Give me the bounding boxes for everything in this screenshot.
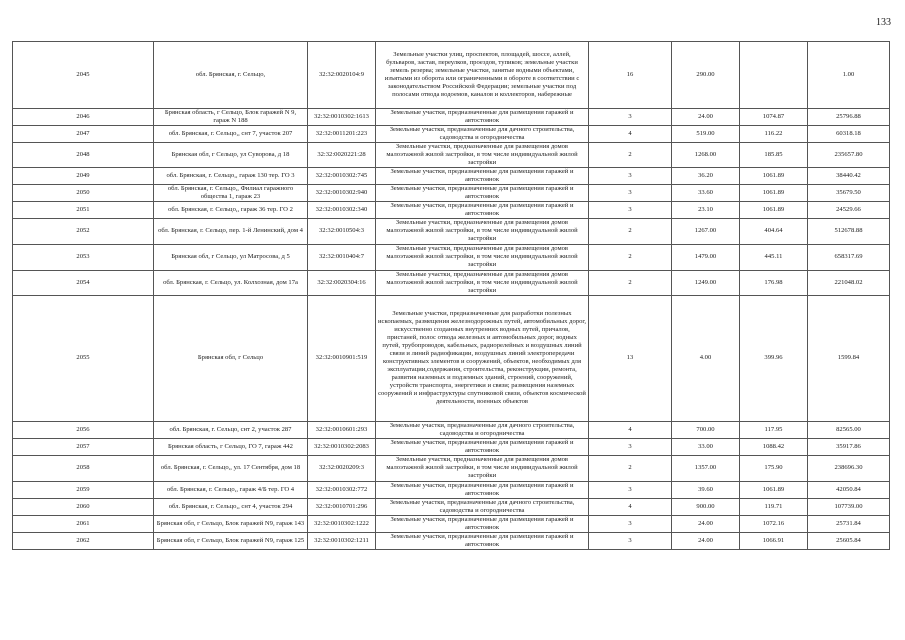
table-row — [13, 421, 890, 438]
group-cell: 13 — [589, 295, 672, 421]
cadastral-number-cell: 32:32:0020209:3 — [308, 455, 376, 481]
row-number: 2051 — [13, 202, 154, 219]
group-cell: 2 — [589, 455, 672, 481]
table-row — [13, 438, 890, 455]
cadastral-number-cell: 32:32:0011201:223 — [308, 126, 376, 143]
cadastral-value-cell: 82565.00 — [808, 421, 890, 438]
row-number: 2045 — [13, 42, 154, 109]
area-cell: 1268.00 — [672, 143, 740, 168]
cadastral-number-cell: 32:32:0010504:3 — [308, 219, 376, 244]
table-row — [13, 498, 890, 515]
rate-cell: 116.22 — [740, 126, 808, 143]
land-purpose-cell: Земельные участки, предназначенные для размещения домов малоэтажной жилой застройки, в том числе индивидуальной жилой застройки — [376, 244, 589, 270]
cadastral-value-cell: 238696.30 — [808, 455, 890, 481]
land-purpose-cell: Земельные участки, предназначенные для размещения гаражей и автостоянок — [376, 532, 589, 549]
table-row — [13, 143, 890, 168]
address-cell: обл. Брянская, г. Сельцо,, гараж 130 тер. ГО 3 — [154, 168, 308, 185]
address-cell: Брянская область, г Сельцо, ГО 7, гараж 442 — [154, 438, 308, 455]
cadastral-number-cell: 32:32:0010302:1613 — [308, 109, 376, 126]
cadastral-value-cell: 60318.18 — [808, 126, 890, 143]
area-cell: 1357.00 — [672, 455, 740, 481]
land-purpose-cell: Земельные участки, предназначенные для дачного строительства, садоводства и огородничества — [376, 126, 589, 143]
address-cell: обл. Брянская, г. Сельцо,, снт 7, участок 207 — [154, 126, 308, 143]
cadastral-number-cell: 32:32:0010302:1211 — [308, 532, 376, 549]
land-purpose-cell: Земельные участки, предназначенные для размещения домов малоэтажной жилой застройки, в том числе индивидуальной жилой застройки — [376, 455, 589, 481]
area-cell: 24.00 — [672, 515, 740, 532]
row-number: 2062 — [13, 532, 154, 549]
address-cell: Брянская обл, г Сельцо — [154, 295, 308, 421]
area-cell: 519.00 — [672, 126, 740, 143]
row-number: 2048 — [13, 143, 154, 168]
cadastral-value-cell: 25796.88 — [808, 109, 890, 126]
rate-cell: 1061.89 — [740, 168, 808, 185]
table-row — [13, 270, 890, 295]
cadastral-number-cell: 32:32:0010901:519 — [308, 295, 376, 421]
address-cell: Брянская область, г Сельцо, Блок гаражей N 9, гараж N 188 — [154, 109, 308, 126]
rate-cell: 399.96 — [740, 295, 808, 421]
cadastral-value-cell: 512678.88 — [808, 219, 890, 244]
rate-cell: 176.98 — [740, 270, 808, 295]
group-cell: 2 — [589, 219, 672, 244]
area-cell: 23.10 — [672, 202, 740, 219]
rate-cell: 1061.89 — [740, 481, 808, 498]
cadastral-number-cell: 32:32:0020304:16 — [308, 270, 376, 295]
group-cell: 3 — [589, 185, 672, 202]
area-cell: 33.00 — [672, 438, 740, 455]
table-row — [13, 185, 890, 202]
rate-cell: 404.64 — [740, 219, 808, 244]
table-row — [13, 126, 890, 143]
address-cell: обл. Брянская, г. Сельцо,, Филиал гаражного общества 1, гараж 23 — [154, 185, 308, 202]
cadastral-value-cell: 24529.66 — [808, 202, 890, 219]
group-cell: 2 — [589, 244, 672, 270]
land-registry-table — [12, 41, 890, 550]
table-row — [13, 168, 890, 185]
land-purpose-cell: Земельные участки, предназначенные для разработки полезных ископаемых, размещения железнодорожных путей, автомобильных дорог, искусственно созданных внутренних водных путей, причалов, пристаней, полос отвода железных и автомобильных дорог, водных путей, трубопроводов, кабельных, радиорелейных и воздушных линий связи и линий радиофикации, воздушных линий электропередачи конструктивных элементов и сооружений, объектов, необходимых для эксплуатации,содержания, строительства, реконструкции, ремонта, развития наземных и подземных зданий, строений, сооружений, устройств транспорта, энергетики и связи; размещения наземных сооружений и инфраструктуры спутниковой связи, объектов космической деятельности, военных объектов — [376, 295, 589, 421]
cadastral-value-cell: 35679.50 — [808, 185, 890, 202]
area-cell: 36.20 — [672, 168, 740, 185]
rate-cell: 117.95 — [740, 421, 808, 438]
group-cell: 16 — [589, 42, 672, 109]
land-purpose-cell: Земельные участки, предназначенные для размещения гаражей и автостоянок — [376, 109, 589, 126]
area-cell: 1267.00 — [672, 219, 740, 244]
row-number: 2052 — [13, 219, 154, 244]
area-cell: 290.00 — [672, 42, 740, 109]
cadastral-value-cell: 658317.69 — [808, 244, 890, 270]
rate-cell: 1074.87 — [740, 109, 808, 126]
cadastral-number-cell: 32:32:0010302:1222 — [308, 515, 376, 532]
land-purpose-cell: Земельные участки, предназначенные для размещения гаражей и автостоянок — [376, 185, 589, 202]
group-cell: 3 — [589, 532, 672, 549]
cadastral-value-cell: 107739.00 — [808, 498, 890, 515]
land-purpose-cell: Земельные участки, предназначенные для размещения гаражей и автостоянок — [376, 202, 589, 219]
address-cell: Брянская обл, г Сельцо, ул Матросова, д 5 — [154, 244, 308, 270]
cadastral-value-cell: 1599.84 — [808, 295, 890, 421]
cadastral-value-cell: 1.00 — [808, 42, 890, 109]
row-number: 2047 — [13, 126, 154, 143]
page-number: 133 — [876, 17, 891, 28]
cadastral-number-cell: 32:32:0010302:772 — [308, 481, 376, 498]
rate-cell: 185.85 — [740, 143, 808, 168]
area-cell: 1479.00 — [672, 244, 740, 270]
rate-cell: 1072.16 — [740, 515, 808, 532]
land-purpose-cell: Земельные участки, предназначенные для дачного строительства, садоводства и огородничества — [376, 498, 589, 515]
table-row — [13, 202, 890, 219]
address-cell: обл. Брянская, г. Сельцо,, ул. 17 Сентября, дом 18 — [154, 455, 308, 481]
row-number: 2056 — [13, 421, 154, 438]
cadastral-number-cell: 32:32:0020104:9 — [308, 42, 376, 109]
group-cell: 2 — [589, 143, 672, 168]
row-number: 2060 — [13, 498, 154, 515]
group-cell: 3 — [589, 168, 672, 185]
table-row — [13, 109, 890, 126]
row-number: 2049 — [13, 168, 154, 185]
land-purpose-cell: Земельные участки, предназначенные для размещения гаражей и автостоянок — [376, 481, 589, 498]
table-row — [13, 481, 890, 498]
area-cell: 4.00 — [672, 295, 740, 421]
table-row — [13, 532, 890, 549]
table-row — [13, 219, 890, 244]
cadastral-value-cell: 25731.84 — [808, 515, 890, 532]
land-purpose-cell: Земельные участки, предназначенные для дачного строительства, садоводства и огородничества — [376, 421, 589, 438]
rate-cell: 1061.89 — [740, 185, 808, 202]
group-cell: 3 — [589, 438, 672, 455]
row-number: 2057 — [13, 438, 154, 455]
cadastral-number-cell: 32:32:0010302:940 — [308, 185, 376, 202]
cadastral-value-cell: 42050.84 — [808, 481, 890, 498]
land-purpose-cell: Земельные участки, предназначенные для размещения гаражей и автостоянок — [376, 438, 589, 455]
land-purpose-cell: Земельные участки, предназначенные для размещения домов малоэтажной жилой застройки, в том числе индивидуальной жилой застройки — [376, 143, 589, 168]
land-purpose-cell: Земельные участки, предназначенные для размещения гаражей и автостоянок — [376, 168, 589, 185]
area-cell: 900.00 — [672, 498, 740, 515]
row-number: 2055 — [13, 295, 154, 421]
address-cell: обл. Брянская, г. Сельцо,, гараж 36 тер. ГО 2 — [154, 202, 308, 219]
land-purpose-cell: Земельные участки, предназначенные для размещения домов малоэтажной жилой застройки, в том числе индивидуальной жилой застройки — [376, 219, 589, 244]
table-row — [13, 515, 890, 532]
table-row — [13, 244, 890, 270]
land-purpose-cell: Земельные участки, предназначенные для размещения домов малоэтажной жилой застройки, в том числе индивидуальной жилой застройки — [376, 270, 589, 295]
group-cell: 4 — [589, 498, 672, 515]
area-cell: 24.00 — [672, 532, 740, 549]
rate-cell — [740, 42, 808, 109]
row-number: 2050 — [13, 185, 154, 202]
address-cell: обл. Брянская, г. Сельцо, пер. 1-й Ленинский, дом 4 — [154, 219, 308, 244]
land-purpose-cell: Земельные участки улиц, проспектов, площадей, шоссе, аллей, бульваров, застав, переулков, проездов, тупиков; земельные участки земель резерва; земельные участки, занятые водными объектами, изъятыми из оборота или ограниченными в обороте в соответствии с законодательством Российской Федерации; земельные участки под полосами отвода водоемов, каналов и коллекторов, набережные — [376, 42, 589, 109]
address-cell: обл. Брянская, г. Сельцо, снт 2, участок 287 — [154, 421, 308, 438]
cadastral-value-cell: 25605.84 — [808, 532, 890, 549]
area-cell: 700.00 — [672, 421, 740, 438]
rate-cell: 119.71 — [740, 498, 808, 515]
cadastral-value-cell: 38440.42 — [808, 168, 890, 185]
cadastral-number-cell: 32:32:0010302:745 — [308, 168, 376, 185]
address-cell: Брянская обл, г Сельцо, ул Суворова, д 18 — [154, 143, 308, 168]
cadastral-value-cell: 235657.80 — [808, 143, 890, 168]
group-cell: 3 — [589, 109, 672, 126]
area-cell: 39.60 — [672, 481, 740, 498]
address-cell: Брянская обл, г Сельцо, Блок гаражей N9, гараж 143 — [154, 515, 308, 532]
group-cell: 3 — [589, 202, 672, 219]
cadastral-number-cell: 32:32:0020221:28 — [308, 143, 376, 168]
rate-cell: 445.11 — [740, 244, 808, 270]
land-purpose-cell: Земельные участки, предназначенные для размещения гаражей и автостоянок — [376, 515, 589, 532]
area-cell: 33.60 — [672, 185, 740, 202]
cadastral-number-cell: 32:32:0010302:2083 — [308, 438, 376, 455]
cadastral-number-cell: 32:32:0010701:296 — [308, 498, 376, 515]
address-cell: Брянская обл, г Сельцо, Блок гаражей N9, гараж 125 — [154, 532, 308, 549]
group-cell: 3 — [589, 515, 672, 532]
area-cell: 1249.00 — [672, 270, 740, 295]
row-number: 2053 — [13, 244, 154, 270]
address-cell: обл. Брянская, г. Сельцо, ул. Колхозная, дом 17а — [154, 270, 308, 295]
group-cell: 4 — [589, 126, 672, 143]
row-number: 2061 — [13, 515, 154, 532]
rate-cell: 1088.42 — [740, 438, 808, 455]
row-number: 2046 — [13, 109, 154, 126]
rate-cell: 1061.89 — [740, 202, 808, 219]
table-row — [13, 455, 890, 481]
table-row — [13, 295, 890, 421]
address-cell: обл. Брянская, г. Сельцо, — [154, 42, 308, 109]
rate-cell: 1066.91 — [740, 532, 808, 549]
cadastral-value-cell: 221048.02 — [808, 270, 890, 295]
address-cell: обл. Брянская, г. Сельцо,, гараж 4/Б тер. ГО 4 — [154, 481, 308, 498]
group-cell: 3 — [589, 481, 672, 498]
row-number: 2058 — [13, 455, 154, 481]
row-number: 2059 — [13, 481, 154, 498]
cadastral-value-cell: 35917.86 — [808, 438, 890, 455]
group-cell: 4 — [589, 421, 672, 438]
rate-cell: 175.90 — [740, 455, 808, 481]
table-row — [13, 42, 890, 109]
cadastral-number-cell: 32:32:0010404:7 — [308, 244, 376, 270]
row-number: 2054 — [13, 270, 154, 295]
cadastral-number-cell: 32:32:0010601:293 — [308, 421, 376, 438]
group-cell: 2 — [589, 270, 672, 295]
address-cell: обл. Брянская, г. Сельцо,, снт 4, участок 294 — [154, 498, 308, 515]
area-cell: 24.00 — [672, 109, 740, 126]
cadastral-number-cell: 32:32:0010302:340 — [308, 202, 376, 219]
